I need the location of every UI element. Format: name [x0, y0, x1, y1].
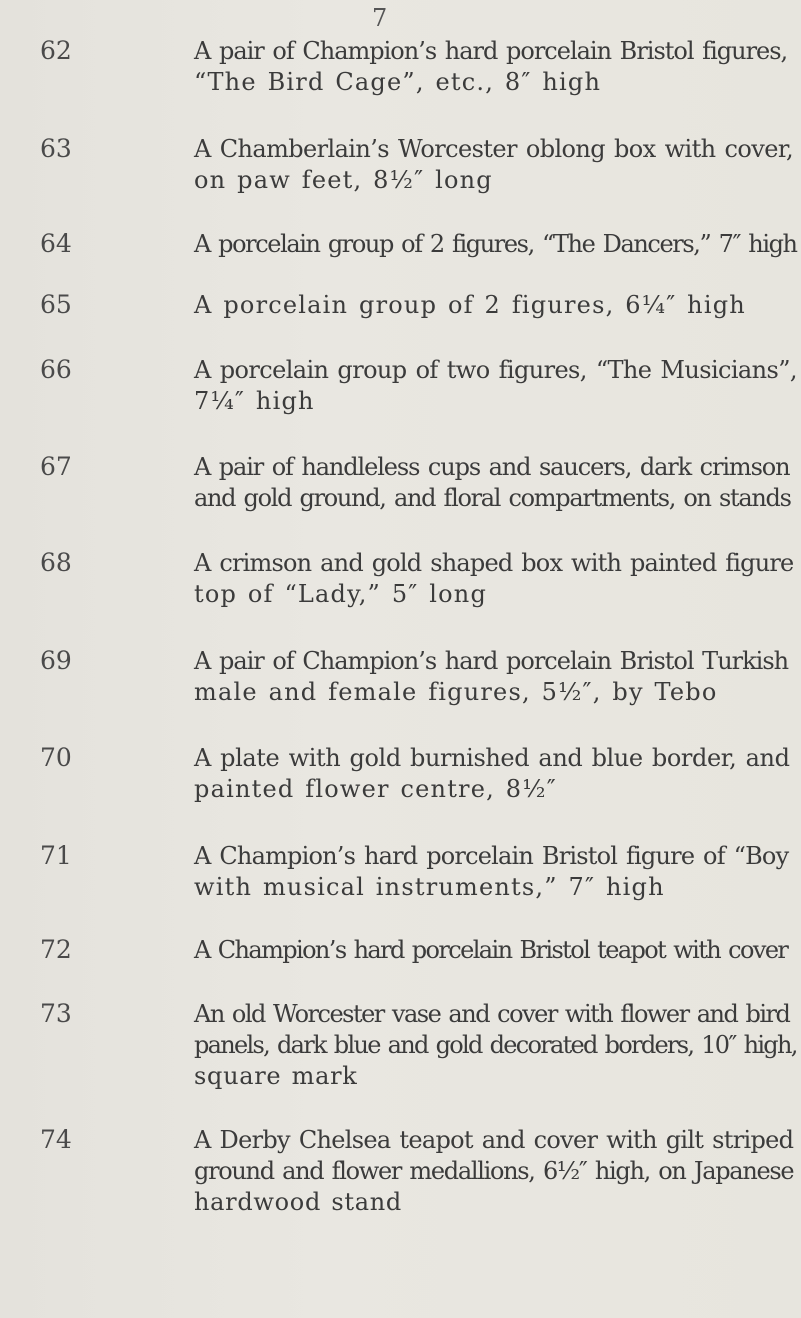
lot-description-line: panels, dark blue and gold decorated borders, 10″ high,: [194, 1031, 797, 1059]
lot-number: 70: [40, 743, 72, 772]
lot-description-line: A porcelain group of two figures, “The Musicians”,: [194, 356, 797, 384]
lot-number: 63: [40, 134, 72, 163]
lot-description-line: with musical instruments,” 7″ high: [194, 873, 665, 901]
lot-description-line: A pair of Champion’s hard porcelain Bristol Turkish: [194, 647, 789, 675]
lot-number: 69: [40, 646, 72, 675]
lot-number: 64: [40, 229, 72, 258]
lot-number: 66: [40, 355, 72, 384]
page-number: 7: [372, 4, 388, 32]
lot-description-line: on paw feet, 8½″ long: [194, 166, 493, 194]
lot-description: [194, 935, 794, 966]
lot-description-line: A porcelain group of 2 figures, “The Dancers,” 7″ high: [194, 230, 797, 258]
lot-description: [194, 548, 794, 610]
lot-description-line: square mark: [194, 1062, 358, 1090]
lot-description-line: A Chamberlain’s Worcester oblong box with cover,: [194, 135, 794, 163]
lot-description: [194, 646, 794, 708]
lot-number: 72: [40, 935, 72, 964]
lot-description: [194, 999, 797, 1092]
lot-number: 73: [40, 999, 72, 1028]
lot-number: 65: [40, 290, 72, 319]
lot-description: [194, 229, 797, 260]
lot-description: [194, 743, 794, 805]
lot-description-line: hardwood stand: [194, 1188, 402, 1216]
lot-description-line: “The Bird Cage”, etc., 8″ high: [194, 68, 602, 96]
lot-description-line: painted flower centre, 8½″: [194, 775, 557, 803]
lot-description-line: and gold ground, and floral compartments, on stands: [194, 484, 791, 512]
lot-description-line: ground and flower medallions, 6½″ high, on Japanese: [194, 1157, 794, 1185]
lot-description: [194, 290, 794, 321]
lot-description-line: An old Worcester vase and cover with flower and bird: [194, 1000, 790, 1028]
lot-description-line: A crimson and gold shaped box with painted figure: [194, 549, 794, 577]
lot-description-line: A Champion’s hard porcelain Bristol teapot with cover: [194, 936, 788, 964]
lot-description-line: 7¼″ high: [194, 387, 315, 415]
lot-number: 62: [40, 36, 72, 65]
lot-description: [194, 355, 797, 417]
lot-number: 67: [40, 452, 72, 481]
lot-description-line: male and female figures, 5½″, by Tebo: [194, 678, 718, 706]
lot-description-line: A plate with gold burnished and blue border, and: [194, 744, 790, 772]
lot-description: [194, 36, 794, 98]
lot-description-line: A pair of handleless cups and saucers, dark crimson: [194, 453, 790, 481]
lot-description-line: A Derby Chelsea teapot and cover with gilt striped: [194, 1126, 794, 1154]
lot-description: [194, 1125, 794, 1218]
lot-description: [194, 841, 794, 903]
lot-number: 74: [40, 1125, 72, 1154]
lot-description-line: A pair of Champion’s hard porcelain Bristol figures,: [194, 37, 788, 65]
lot-description: [194, 452, 794, 514]
lot-number: 71: [40, 841, 72, 870]
lot-number: 68: [40, 548, 72, 577]
lot-description-line: A Champion’s hard porcelain Bristol figure of “Boy: [194, 842, 789, 870]
lot-description-line: top of “Lady,” 5″ long: [194, 580, 488, 608]
lot-description-line: A porcelain group of 2 figures, 6¼″ high: [194, 291, 746, 319]
lot-description: [194, 134, 794, 196]
